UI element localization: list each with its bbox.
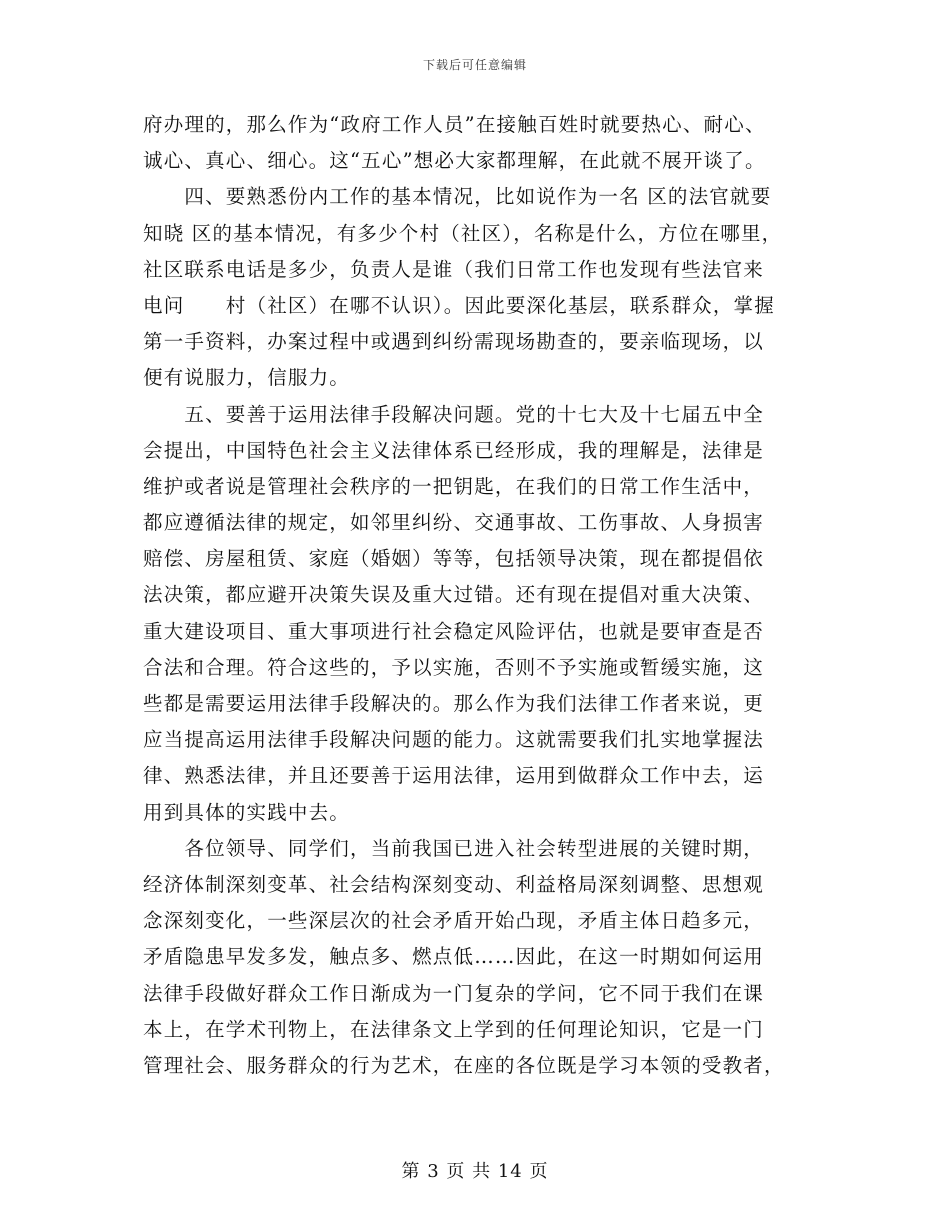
text-line: 社区联系电话是多少，负责人是谁（我们日常工作也发现有些法官来 [143, 257, 765, 281]
text-line: 念深刻变化，一些深层次的社会矛盾开始凸现，矛盾主体日趋多元， [143, 909, 765, 933]
text-line: 法决策，都应避开决策失误及重大过错。还有现在提倡对重大决策、 [143, 583, 765, 607]
text-line: 知晓 区的基本情况，有多少个村（社区），名称是什么，方位在哪里， [143, 221, 783, 245]
text-line: 用到具体的实践中去。 [143, 800, 351, 824]
text-line: 四、要熟悉份内工作的基本情况，比如说作为一名 区的法官就要 [143, 185, 772, 209]
text-line: 五、要善于运用法律手段解决问题。党的十七大及十七届五中全 [143, 402, 765, 426]
text-line: 法律手段做好群众工作日渐成为一门复杂的学问，它不同于我们在课 [143, 981, 765, 1005]
text-line: 各位领导、同学们，当前我国已进入社会转型进展的关键时期， [143, 836, 765, 860]
text-line: 些都是需要运用法律手段解决的。那么作为我们法律工作者来说，更 [143, 692, 765, 715]
text-line: 会提出，中国特色社会主义法律体系已经形成，我的理解是，法律是 [143, 438, 765, 462]
text-line: 维护或者说是管理社会秩序的一把钥匙，在我们的日常工作生活中， [143, 474, 765, 498]
document-body [143, 107, 813, 1084]
page-footer: 第 3 页 共 14 页 [401, 1161, 549, 1182]
text-line: 应当提高运用法律手段解决问题的能力。这就需要我们扎实地掌握法 [143, 728, 765, 752]
text-line: 合法和合理。符合这些的，予以实施，否则不予实施或暂缓实施，这 [143, 655, 765, 679]
text-line: 府办理的，那么作为“政府工作人员”在接触百姓时就要热心、耐心、 [143, 113, 766, 136]
text-line: 赔偿、房屋租赁、家庭（婚姻）等等，包括领导决策，现在都提倡依 [143, 547, 765, 571]
text-line: 重大建设项目、重大事项进行社会稳定风险评估，也就是要审查是否 [143, 619, 765, 643]
text-line: 都应遵循法律的规定，如邻里纠纷、交通事故、工伤事故、人身损害 [143, 511, 765, 535]
text-line: 管理社会、服务群众的行为艺术，在座的各位既是学习本领的受教者， [143, 1053, 785, 1077]
text-line: 经济体制深刻变革、社会结构深刻变动、利益格局深刻调整、思想观 [143, 872, 765, 896]
text-line: 第一手资料，办案过程中或遇到纠纷需现场勘查的，要亲临现场，以 [143, 330, 765, 354]
text-line: 便有说服力，信服力。 [143, 366, 351, 390]
text-line: 诚心、真心、细心。这“五心”想必大家都理解，在此就不展开谈了。 [143, 149, 766, 173]
text-line: 矛盾隐患早发多发，触点多、燃点低……因此，在这一时期如何运用 [143, 945, 765, 969]
page-header: 下载后可任意编辑 [422, 58, 527, 72]
text-line: 律、熟悉法律，并且还要善于运用法律，运用到做群众工作中去，运 [143, 764, 765, 788]
text-line: 电问 村（社区）在哪不认识）。因此要深化基层，联系群众，掌握 [143, 293, 775, 317]
text-line: 本上，在学术刊物上，在法律条文上学到的任何理论知识，它是一门 [143, 1017, 765, 1041]
